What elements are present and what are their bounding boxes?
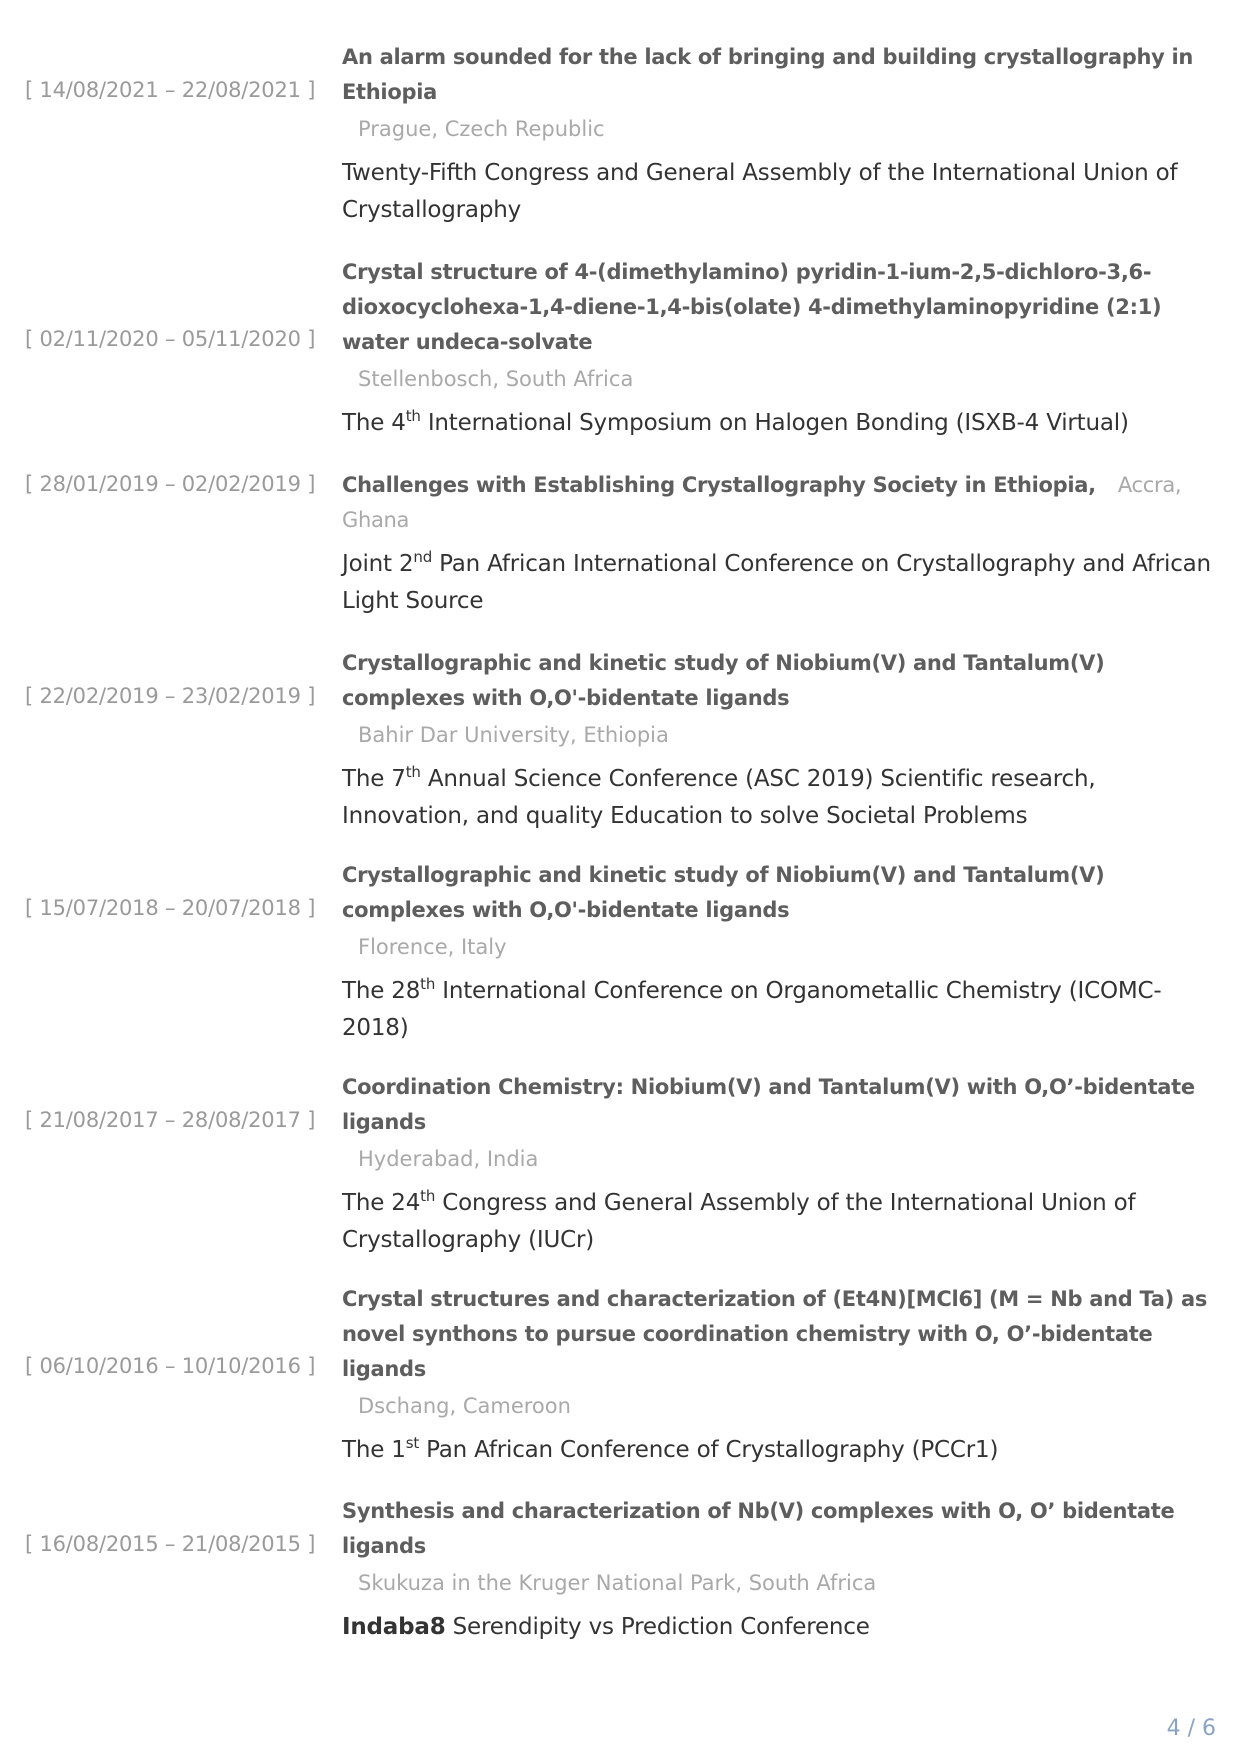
entry-event: The 24th Congress and General Assembly of the International Union of Crystallography (IUCr) bbox=[342, 1187, 1136, 1253]
entry-location: Florence, Italy bbox=[358, 935, 507, 959]
entry-event: The 4th International Symposium on Halogen Bonding (ISXB-4 Virtual) bbox=[342, 407, 1129, 436]
entry-title: Crystal structures and characterization of (Et4N)[MCl6] (M = Nb and Ta) as novel synthons to pursue coordination chemistry with O, O’-bidentate ligands bbox=[342, 1287, 1208, 1381]
entry-event: The 1st Pan African Conference of Crystallography (PCCr1) bbox=[342, 1434, 999, 1463]
entry-event: The 28th International Conference on Organometallic Chemistry (ICOMC-2018) bbox=[342, 975, 1162, 1041]
entry-date: [ 28/01/2019 – 02/02/2019 ] bbox=[25, 472, 316, 496]
entry-title: Crystal structure of 4-(dimethylamino) pyridin-1-ium-2,5-dichloro-3,6-dioxocyclohexa-1,4-diene-1,4-bis(olate) 4-dimethylaminopyridine (2:1) water undeca-solvate bbox=[342, 260, 1162, 354]
entry-content bbox=[342, 40, 1214, 229]
entry-date: [ 16/08/2015 – 21/08/2015 ] bbox=[25, 1532, 316, 1556]
entry-content bbox=[342, 468, 1214, 620]
entry-event: The 7th Annual Science Conference (ASC 2019) Scientific research, Innovation, and quality Education to solve Societal Problems bbox=[342, 763, 1096, 829]
entry-event: Joint 2nd Pan African International Conference on Crystallography and African Light Source bbox=[342, 548, 1211, 614]
entry-location: Bahir Dar University, Ethiopia bbox=[358, 723, 669, 747]
entry-title: Crystallographic and kinetic study of Niobium(V) and Tantalum(V) complexes with O,O'-bidentate ligands bbox=[342, 863, 1105, 922]
entry-content bbox=[342, 1282, 1214, 1469]
entry-location: Accra, Ghana bbox=[342, 473, 1182, 532]
entry-location: Skukuza in the Kruger National Park, South Africa bbox=[358, 1571, 877, 1595]
entry-content bbox=[342, 858, 1214, 1047]
entry-date: [ 14/08/2021 – 22/08/2021 ] bbox=[25, 78, 316, 102]
entry-title: Crystallographic and kinetic study of Niobium(V) and Tantalum(V) complexes with O,O'-bidentate ligands bbox=[342, 651, 1105, 710]
entry-date: [ 02/11/2020 – 05/11/2020 ] bbox=[25, 327, 316, 351]
entry-content bbox=[342, 1494, 1214, 1646]
entry-location: Dschang, Cameroon bbox=[358, 1394, 571, 1418]
page-number: 4 / 6 bbox=[1166, 1716, 1216, 1741]
entry-location: Prague, Czech Republic bbox=[358, 117, 605, 141]
entry-date: [ 06/10/2016 – 10/10/2016 ] bbox=[25, 1354, 316, 1378]
entry-event: Twenty-Fifth Congress and General Assembly of the International Union of Crystallography bbox=[342, 160, 1178, 223]
entry-date: [ 21/08/2017 – 28/08/2017 ] bbox=[25, 1108, 316, 1132]
entry-location: Hyderabad, India bbox=[358, 1147, 539, 1171]
entry-title-line bbox=[342, 468, 1214, 538]
entry-event: Indaba8 Serendipity vs Prediction Conference bbox=[342, 1614, 870, 1640]
entry-title: An alarm sounded for the lack of bringing and building crystallography in Ethiopia bbox=[342, 45, 1194, 104]
entry-content bbox=[342, 255, 1214, 442]
entry-content bbox=[342, 1070, 1214, 1259]
entry-title: Coordination Chemistry: Niobium(V) and Tantalum(V) with O,O’-bidentate ligands bbox=[342, 1075, 1195, 1134]
entry-content bbox=[342, 646, 1214, 835]
entry-title: Challenges with Establishing Crystallography Society in Ethiopia, bbox=[342, 473, 1096, 497]
entry-location: Stellenbosch, South Africa bbox=[358, 367, 634, 391]
entry-date: [ 22/02/2019 – 23/02/2019 ] bbox=[25, 684, 316, 708]
entry-title: Synthesis and characterization of Nb(V) complexes with O, O’ bidentate ligands bbox=[342, 1499, 1175, 1558]
entry-date: [ 15/07/2018 – 20/07/2018 ] bbox=[25, 896, 316, 920]
